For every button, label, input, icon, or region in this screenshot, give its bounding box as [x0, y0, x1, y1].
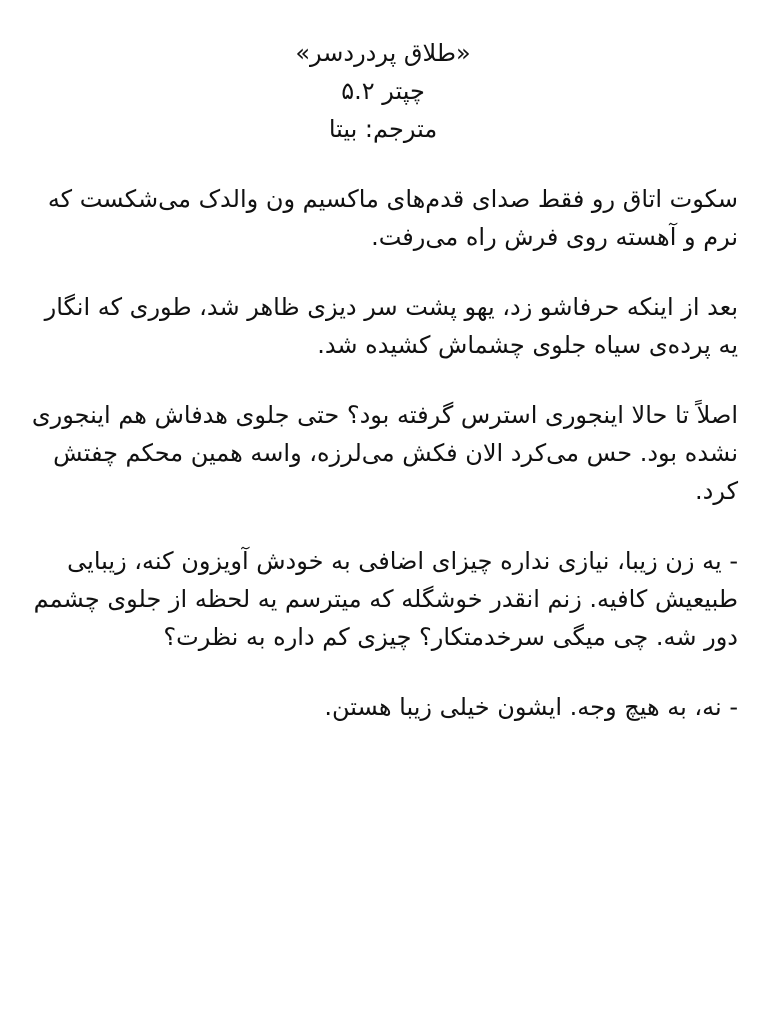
paragraph-2: بعد از اینکه حرفاشو زد، یهو پشت سر دیزی ظاهر شد، طوری که انگار یه پرده‌ی سیاه جلوی چشماش کشیده شد.: [44, 293, 738, 359]
chapter-header: [28, 34, 738, 148]
chapter-number: چپتر ۵.۲: [341, 77, 425, 105]
story-title: «طلاق پردردسر»: [295, 39, 471, 67]
paragraph-4: - یه زن زیبا، نیازی نداره چیزای اضافی به خودش آویزون کنه، زیبایی طبیعیش کافیه. زنم انقدر خوشگله که میترسم یه لحظه از جلوی چشمم دور شه. چی میگی سرخدمتکار؟ چیزی کم داره به نظرت؟: [33, 547, 738, 651]
paragraph-1: سکوت اتاق رو فقط صدای قدم‌های ماکسیم ون والدک می‌شکست که نرم و آهسته روی فرش راه می‌رفت.: [47, 185, 738, 251]
translator-credit: مترجم: بیتا: [328, 115, 438, 143]
paragraph-5: - نه، به هیچ وجه. ایشون خیلی زیبا هستن.: [324, 693, 738, 721]
paragraph-3: اصلاً تا حالا اینجوری استرس گرفته بود؟ حتی جلوی هدفاش هم اینجوری نشده بود. حس می‌کرد الان فکش می‌لرزه، واسه همین محکم چفتش کرد.: [31, 401, 738, 505]
document-page: [28, 34, 738, 758]
story-body: [28, 180, 738, 726]
